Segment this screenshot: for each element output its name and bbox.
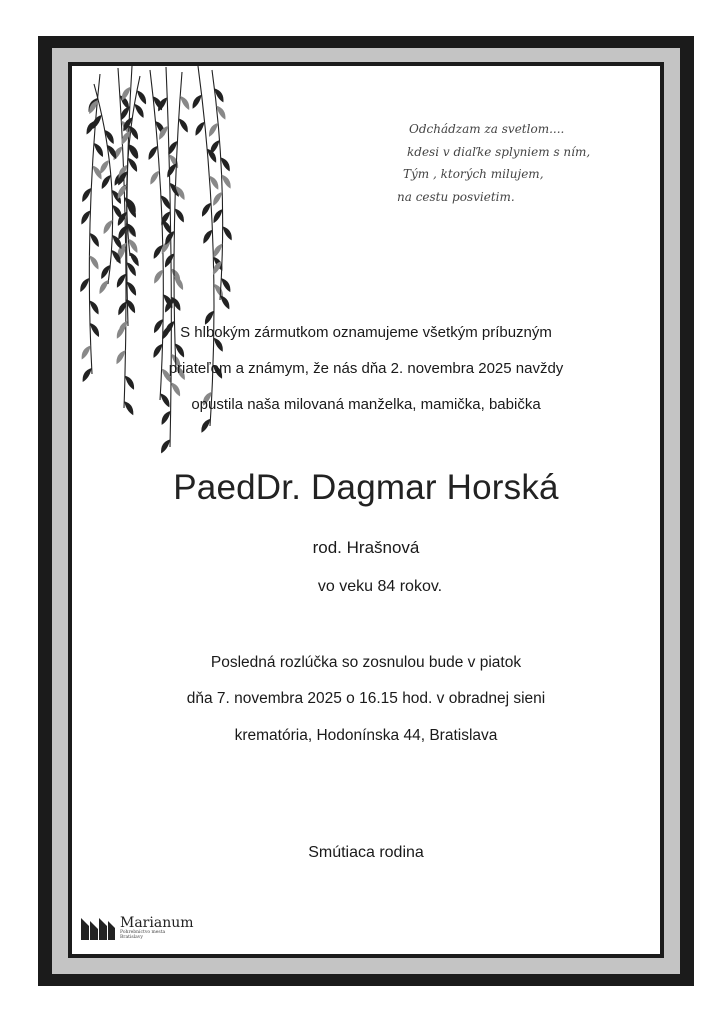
marianum-logo-icon bbox=[80, 915, 116, 941]
logo-name: Marianum bbox=[120, 915, 194, 931]
logo-subtitle: Pohrebníctvo mesta Bratislavy bbox=[120, 930, 166, 940]
poem-line-4: na cestu posvietim. bbox=[397, 189, 515, 204]
funeral-line-1: Posledná rozlúčka so zosnulou bude v piatok bbox=[210, 654, 522, 671]
age: vo veku 84 rokov. bbox=[317, 578, 443, 595]
poem bbox=[395, 118, 635, 208]
poem-line-3: Tým , ktorých milujem, bbox=[403, 167, 544, 181]
funeral-line-3: krematória, Hodonínska 44, Bratislava bbox=[234, 727, 498, 744]
deceased-name: PaedDr. Dagmar Horská bbox=[173, 468, 559, 507]
poem-line-1: Odchádzam za svetlom.... bbox=[409, 122, 565, 136]
announcement-line-3: opustila naša milovaná manželka, mamička, babička bbox=[191, 396, 541, 413]
family-signature: Smútiaca rodina bbox=[308, 844, 424, 861]
birth-name: rod. Hrašnová bbox=[312, 538, 420, 557]
marianum-logo bbox=[80, 915, 194, 941]
funeral-line-2: dňa 7. novembra 2025 o 16.15 hod. v obradnej sieni bbox=[186, 690, 546, 707]
announcement-line-2: priateľom a známym, že nás dňa 2. novembra 2025 navždy bbox=[168, 360, 564, 377]
announcement-line-1: S hlbokým zármutkom oznamujeme všetkým príbuzným bbox=[180, 324, 552, 341]
poem-line-2: kdesi v diaľke splyniem s ním, bbox=[407, 144, 591, 159]
